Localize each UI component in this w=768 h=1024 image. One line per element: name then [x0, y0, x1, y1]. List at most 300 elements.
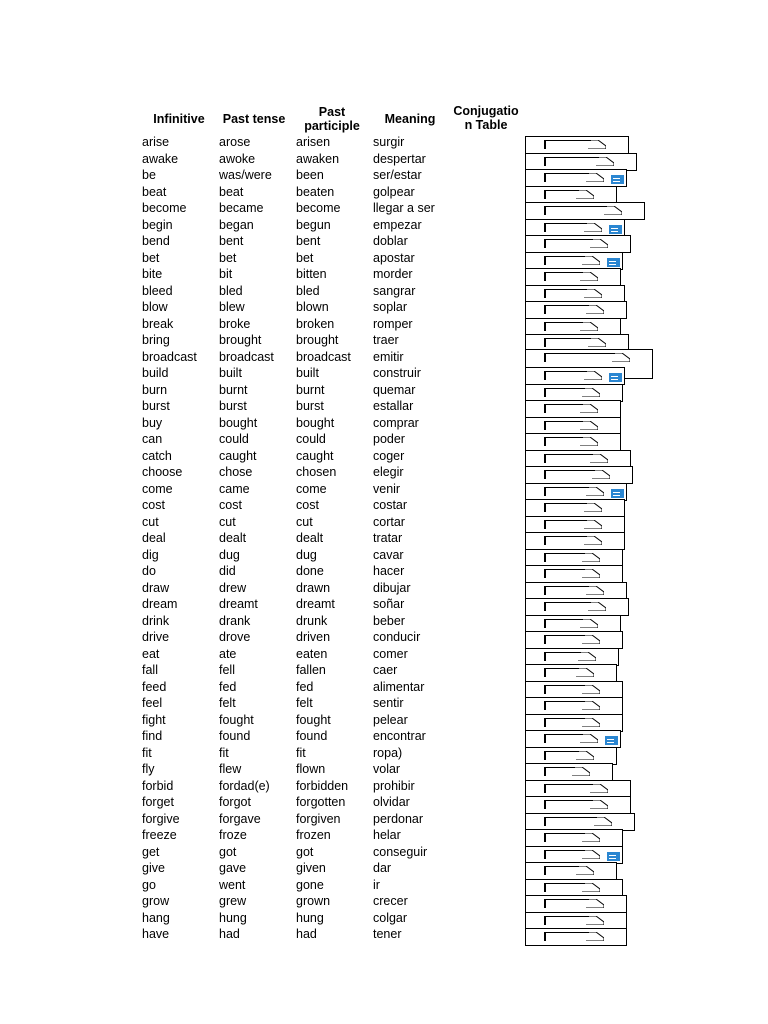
meaning-cell: emitir [373, 349, 404, 364]
meaning-cell: hacer [373, 564, 405, 578]
verb-row [0, 695, 768, 712]
conjugation-table-link[interactable] [525, 912, 627, 930]
page-top-line [545, 206, 607, 207]
infinitive-cell: bring [142, 333, 170, 347]
page-edge-mark [544, 833, 546, 842]
past-tense-cell: cost [219, 498, 242, 512]
verb-row [0, 547, 768, 564]
verb-row [0, 448, 768, 465]
document-link-icon [580, 404, 598, 413]
conjugation-table-link[interactable] [525, 664, 617, 682]
meaning-cell: soplar [373, 300, 408, 314]
past-participle-cell: given [296, 861, 326, 875]
conjugation-table-link[interactable] [525, 301, 627, 319]
page-edge-mark [544, 899, 546, 908]
page-top-line [545, 388, 585, 389]
page-edge-mark [544, 866, 546, 875]
meaning-cell: dar [373, 861, 392, 875]
meaning-cell: soñar [373, 597, 405, 611]
meaning-cell: poder [373, 432, 405, 446]
page-edge-mark [544, 353, 546, 362]
past-participle-cell: fought [296, 712, 331, 727]
infinitive-cell: draw [142, 580, 170, 595]
meaning-cell: beber [373, 613, 405, 628]
page-top-line [545, 520, 587, 521]
page-top-line [545, 833, 585, 834]
past-tense-cell: became [219, 201, 264, 215]
page-edge-mark [544, 569, 546, 578]
infinitive-cell: catch [142, 448, 172, 463]
meaning-cell: costar [373, 498, 408, 512]
page-top-line [545, 668, 579, 669]
past-tense-cell: fed [219, 679, 237, 694]
meaning-cell: venir [373, 481, 401, 496]
past-tense-cell: fell [219, 663, 235, 677]
infinitive-cell: broadcast [142, 349, 197, 364]
conjugation-table-link[interactable] [525, 433, 621, 451]
document-link-icon [586, 932, 604, 941]
conjugation-table-link[interactable] [525, 714, 623, 732]
page-edge-mark [544, 652, 546, 661]
header-past-tense: Past tense [222, 112, 286, 126]
infinitive-cell: deal [142, 531, 166, 545]
past-participle-cell: burnt [296, 382, 325, 397]
past-participle-cell: got [296, 844, 314, 859]
verb-row [0, 613, 768, 630]
page-top-line [545, 734, 583, 735]
page-edge-mark [544, 256, 546, 265]
past-tense-cell: dreamt [219, 597, 258, 611]
past-tense-cell: built [219, 366, 242, 380]
page-edge-mark [544, 635, 546, 644]
page-top-line [545, 536, 587, 537]
conjugation-table-link[interactable] [525, 895, 627, 913]
past-tense-cell: did [219, 564, 236, 578]
conjugation-table-link[interactable] [525, 730, 621, 748]
verb-row [0, 464, 768, 481]
page-edge-mark [544, 371, 546, 380]
past-tense-cell: ate [219, 646, 237, 661]
page-edge-mark [544, 800, 546, 809]
infinitive-cell: bite [142, 267, 163, 281]
infinitive-cell: drink [142, 613, 170, 628]
past-tense-cell: broke [219, 316, 251, 331]
meaning-cell: doblar [373, 234, 408, 248]
infinitive-cell: give [142, 861, 165, 875]
past-participle-cell: bought [296, 415, 335, 430]
page-top-line [545, 635, 585, 636]
document-link-icon [584, 520, 602, 529]
past-participle-cell: bled [296, 283, 320, 298]
conjugation-table-link[interactable] [525, 681, 623, 699]
page-edge-mark [544, 817, 546, 826]
infinitive-cell: fly [142, 762, 155, 776]
past-participle-cell: cost [296, 498, 319, 512]
conjugation-table-link[interactable] [525, 268, 621, 286]
header-conjugation-line2: n Table [464, 118, 508, 132]
past-tense-cell: arose [219, 135, 251, 149]
past-participle-cell: had [296, 927, 317, 941]
conjugation-table-link[interactable] [525, 450, 631, 468]
conjugation-table-link[interactable] [525, 400, 621, 418]
meaning-cell: surgir [373, 135, 405, 149]
conjugation-table-link[interactable] [525, 846, 623, 864]
past-participle-cell: dug [296, 547, 317, 562]
verb-row [0, 497, 768, 514]
page-top-line [545, 652, 581, 653]
past-participle-cell: chosen [296, 465, 337, 479]
page-top-line [545, 289, 587, 290]
page-top-line [545, 883, 585, 884]
conjugation-table-link[interactable] [525, 153, 637, 171]
infinitive-cell: bet [142, 250, 160, 265]
verb-row [0, 811, 768, 828]
past-tense-cell: fought [219, 712, 254, 727]
page-top-line [545, 256, 585, 257]
meaning-cell: comprar [373, 415, 419, 430]
past-participle-cell: could [296, 432, 326, 446]
past-participle-cell: drawn [296, 580, 331, 595]
past-participle-cell: arisen [296, 135, 331, 149]
page-edge-mark [544, 619, 546, 628]
meaning-cell: comer [373, 646, 408, 661]
infinitive-cell: be [142, 168, 156, 182]
infinitive-cell: cut [142, 514, 159, 529]
verb-row [0, 481, 768, 498]
meaning-cell: llegar a ser [373, 201, 435, 215]
page-top-line [545, 487, 589, 488]
meaning-cell: olvidar [373, 795, 410, 809]
page-edge-mark [544, 718, 546, 727]
document-link-icon [582, 833, 600, 842]
meaning-cell: construir [373, 366, 421, 380]
conjugation-table-link[interactable] [525, 747, 617, 765]
page-edge-mark [544, 932, 546, 941]
page-edge-mark [544, 190, 546, 199]
page-top-line [545, 503, 587, 504]
conjugation-table-link[interactable] [525, 169, 627, 187]
blue-doc-badge-icon [607, 258, 620, 267]
page-edge-mark [544, 206, 546, 215]
conjugation-table-link[interactable] [525, 417, 621, 435]
conjugation-table-link[interactable] [525, 631, 623, 649]
conjugation-table-link[interactable] [525, 318, 621, 336]
past-tense-cell: had [219, 927, 240, 941]
verb-row [0, 860, 768, 877]
page-top-line [545, 701, 585, 702]
past-tense-cell: bought [219, 415, 258, 430]
meaning-cell: traer [373, 333, 399, 347]
meaning-cell: tratar [373, 531, 403, 545]
meaning-cell: conducir [373, 630, 421, 644]
past-tense-cell: could [219, 432, 249, 446]
past-participle-cell: broken [296, 316, 335, 331]
meaning-cell: elegir [373, 465, 404, 479]
page-edge-mark [544, 850, 546, 859]
conjugation-table-link[interactable] [525, 384, 623, 402]
past-participle-cell: done [296, 564, 324, 578]
conjugation-table-link[interactable] [525, 367, 625, 385]
page-edge-mark [544, 586, 546, 595]
meaning-cell: volar [373, 762, 401, 776]
conjugation-table-link[interactable] [525, 780, 631, 798]
verb-row [0, 761, 768, 778]
conjugation-table-link[interactable] [525, 532, 625, 550]
past-participle-cell: blown [296, 300, 329, 314]
document-link-icon [582, 569, 600, 578]
page-top-line [545, 338, 591, 339]
page-edge-mark [544, 421, 546, 430]
infinitive-cell: fall [142, 663, 158, 677]
infinitive-cell: eat [142, 646, 160, 661]
conjugation-table-link[interactable] [525, 136, 629, 154]
conjugation-table-link[interactable] [525, 235, 631, 253]
meaning-cell: ropa) [373, 745, 403, 760]
header-conjugation-line1: Conjugatio [453, 104, 519, 118]
page-top-line [545, 421, 583, 422]
past-participle-cell: brought [296, 333, 339, 347]
verb-row [0, 877, 768, 894]
verb-row [0, 646, 768, 663]
document-link-icon [584, 503, 602, 512]
past-participle-cell: broadcast [296, 349, 351, 364]
conjugation-table-link[interactable] [525, 186, 617, 204]
document-link-icon [590, 454, 608, 463]
past-participle-cell: fallen [296, 663, 326, 677]
infinitive-cell: fit [142, 745, 152, 760]
verb-row [0, 217, 768, 234]
past-tense-cell: brought [219, 333, 262, 347]
document-link-icon [586, 305, 604, 314]
past-tense-cell: drank [219, 613, 251, 628]
document-link-icon [582, 850, 600, 859]
verb-row [0, 679, 768, 696]
past-participle-cell: forbidden [296, 778, 349, 793]
verb-row [0, 745, 768, 762]
document-link-icon [582, 553, 600, 562]
past-participle-cell: drunk [296, 613, 328, 628]
document-link-icon [586, 173, 604, 182]
conjugation-table-link[interactable] [525, 829, 623, 847]
infinitive-cell: forget [142, 795, 174, 809]
document-link-icon [584, 536, 602, 545]
page-top-line [545, 239, 593, 240]
infinitive-cell: dream [142, 597, 178, 611]
conjugation-table-link[interactable] [525, 549, 623, 567]
meaning-cell: romper [373, 316, 413, 331]
header-past-participle-line1: Past [318, 105, 346, 119]
document-link-icon [590, 784, 608, 793]
conjugation-table-link[interactable] [525, 499, 625, 517]
infinitive-cell: hang [142, 910, 170, 925]
verb-row [0, 728, 768, 745]
meaning-cell: ser/estar [373, 168, 422, 182]
verb-row [0, 563, 768, 580]
meaning-cell: encontrar [373, 729, 426, 743]
conjugation-table-link[interactable] [525, 598, 629, 616]
page-top-line [545, 767, 575, 768]
past-participle-cell: frozen [296, 828, 331, 842]
conjugation-table-link[interactable] [525, 697, 623, 715]
page-edge-mark [544, 520, 546, 529]
conjugation-table-link[interactable] [525, 615, 621, 633]
verb-row [0, 712, 768, 729]
blue-doc-badge-icon [609, 373, 622, 382]
conjugation-table-link[interactable] [525, 483, 627, 501]
conjugation-table-link[interactable] [525, 879, 623, 897]
document-link-icon [580, 322, 598, 331]
past-tense-cell: cut [219, 514, 236, 529]
header-conjugation-table [448, 104, 524, 132]
past-tense-cell: flew [219, 762, 242, 776]
page-edge-mark [544, 305, 546, 314]
verb-row [0, 893, 768, 910]
verb-row [0, 794, 768, 811]
infinitive-cell: freeze [142, 828, 177, 842]
past-tense-cell: froze [219, 828, 247, 842]
verb-row [0, 530, 768, 547]
conjugation-table-link[interactable] [525, 565, 623, 583]
past-tense-cell: bit [219, 267, 233, 281]
conjugation-table-link[interactable] [525, 796, 631, 814]
meaning-cell: sentir [373, 696, 404, 710]
verb-row [0, 250, 768, 267]
page-top-line [545, 553, 585, 554]
past-participle-cell: beaten [296, 184, 335, 199]
page-edge-mark [544, 322, 546, 331]
infinitive-cell: grow [142, 894, 170, 908]
meaning-cell: empezar [373, 217, 422, 232]
document-link-icon [612, 353, 630, 362]
page-edge-mark [544, 767, 546, 776]
infinitive-cell: do [142, 564, 156, 578]
infinitive-cell: build [142, 366, 169, 380]
document-link-icon [588, 338, 606, 347]
document-link-icon [594, 817, 612, 826]
page-edge-mark [544, 454, 546, 463]
past-participle-cell: gone [296, 877, 324, 892]
past-participle-cell: awaken [296, 151, 340, 166]
header-meaning: Meaning [384, 112, 436, 126]
page-edge-mark [544, 734, 546, 743]
conjugation-table-link[interactable] [525, 862, 617, 880]
past-participle-cell: felt [296, 696, 313, 710]
infinitive-cell: have [142, 927, 170, 941]
past-participle-cell: grown [296, 894, 331, 908]
infinitive-cell: dig [142, 547, 159, 562]
page-top-line [545, 916, 589, 917]
page-edge-mark [544, 916, 546, 925]
page-top-line [545, 371, 587, 372]
meaning-cell: caer [373, 663, 398, 677]
meaning-cell: morder [373, 267, 413, 281]
page-top-line [545, 718, 585, 719]
document-link-icon [596, 157, 614, 166]
infinitive-cell: forbid [142, 778, 174, 793]
infinitive-cell: begin [142, 217, 173, 232]
meaning-cell: quemar [373, 382, 416, 397]
page-edge-mark [544, 437, 546, 446]
conjugation-table-link[interactable] [525, 252, 623, 270]
page-top-line [545, 569, 585, 570]
page-edge-mark [544, 173, 546, 182]
infinitive-cell: blow [142, 300, 168, 314]
page-top-line [545, 932, 589, 933]
past-tense-cell: drew [219, 580, 247, 595]
conjugation-table-link[interactable] [525, 202, 645, 220]
conjugation-table-link[interactable] [525, 813, 635, 831]
verb-row [0, 299, 768, 316]
verb-row [0, 283, 768, 300]
verb-row [0, 844, 768, 861]
past-tense-cell: was/were [219, 168, 272, 182]
document-link-icon [580, 734, 598, 743]
infinitive-cell: forgive [142, 811, 180, 826]
page-top-line [545, 751, 579, 752]
page-edge-mark [544, 470, 546, 479]
conjugation-table-link[interactable] [525, 582, 627, 600]
page-top-line [545, 866, 579, 867]
document-link-icon [584, 289, 602, 298]
page-top-line [545, 223, 587, 224]
meaning-cell: prohibir [373, 778, 415, 793]
meaning-cell: cortar [373, 514, 405, 529]
document-link-icon [586, 586, 604, 595]
past-participle-cell: bet [296, 250, 314, 265]
page-edge-mark [544, 503, 546, 512]
past-participle-cell: driven [296, 630, 331, 644]
past-participle-cell: fit [296, 745, 306, 760]
past-participle-cell: flown [296, 762, 326, 776]
conjugation-table-link[interactable] [525, 763, 613, 781]
infinitive-cell: beat [142, 184, 167, 199]
infinitive-cell: get [142, 844, 160, 859]
page-top-line [545, 470, 595, 471]
conjugation-table-link[interactable] [525, 516, 625, 534]
past-participle-cell: forgotten [296, 795, 346, 809]
conjugation-table-link[interactable] [525, 928, 627, 946]
past-tense-cell: dealt [219, 531, 247, 545]
past-tense-cell: came [219, 481, 250, 496]
past-tense-cell: dug [219, 547, 240, 562]
page-edge-mark [544, 784, 546, 793]
page-top-line [545, 437, 583, 438]
past-tense-cell: bent [219, 234, 244, 248]
page-edge-mark [544, 883, 546, 892]
blue-doc-badge-icon [611, 175, 624, 184]
meaning-cell: dibujar [373, 580, 411, 595]
page-edge-mark [544, 602, 546, 611]
infinitive-cell: become [142, 201, 187, 215]
infinitive-cell: burst [142, 399, 170, 413]
conjugation-table-link[interactable] [525, 648, 619, 666]
past-tense-cell: awoke [219, 151, 256, 166]
conjugation-table-link[interactable] [525, 219, 625, 237]
verb-row [0, 184, 768, 201]
conjugation-table-link[interactable] [525, 285, 625, 303]
past-participle-cell: bitten [296, 267, 327, 281]
page-top-line [545, 817, 597, 818]
past-tense-cell: got [219, 844, 237, 859]
past-tense-cell: began [219, 217, 254, 232]
document-link-icon [586, 899, 604, 908]
past-participle-cell: hung [296, 910, 324, 925]
meaning-cell: crecer [373, 894, 408, 908]
page-edge-mark [544, 701, 546, 710]
conjugation-table-link[interactable] [525, 466, 633, 484]
past-participle-cell: dreamt [296, 597, 335, 611]
verb-row [0, 514, 768, 531]
